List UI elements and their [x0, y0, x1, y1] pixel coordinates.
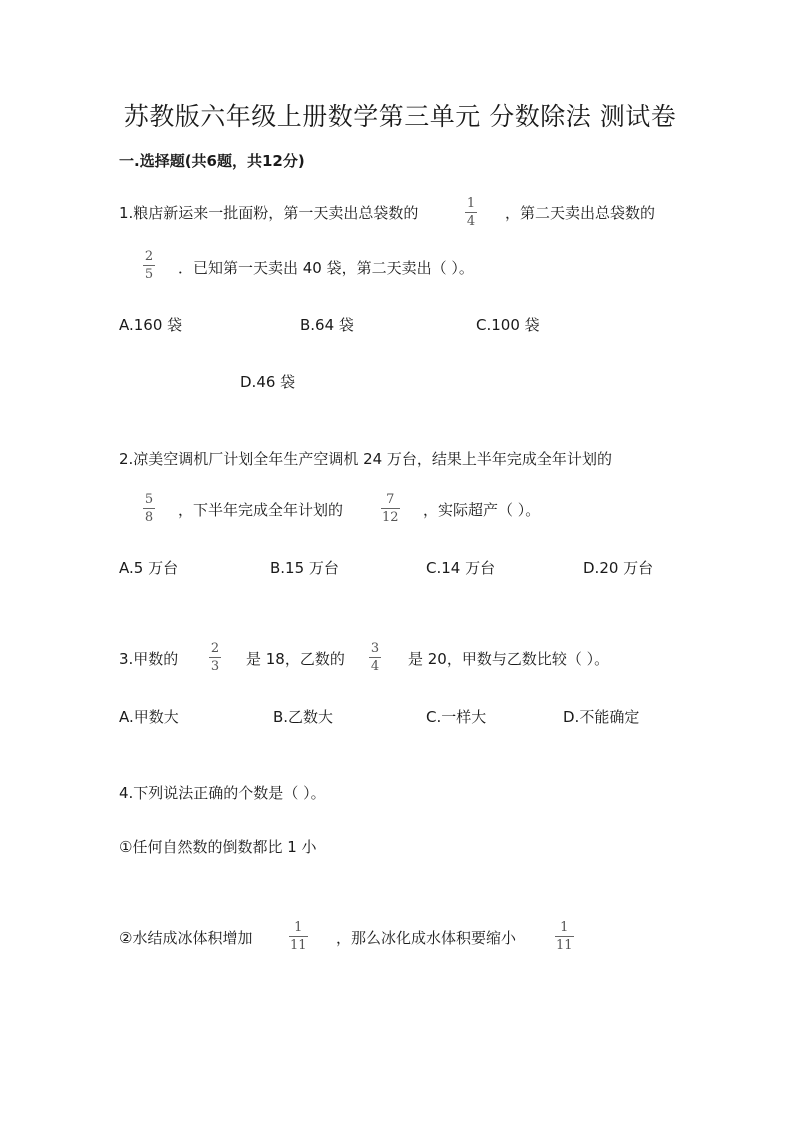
- fraction-bar: [555, 936, 574, 937]
- q1-fraction-1: [465, 196, 477, 229]
- q3-fraction-2: [369, 641, 381, 674]
- q1-fraction-2: [143, 249, 155, 282]
- q4-fraction-1-numerator: 1: [294, 920, 303, 935]
- q1-text-line2: ．已知第一天卖出 40 袋，第二天卖出（ ）。: [178, 259, 474, 277]
- q4-text-line1: 4.下列说法正确的个数是（ ）。: [119, 784, 326, 802]
- section-heading: 一.选择题(共6题，共12分): [119, 152, 305, 170]
- q1-fraction-1-denominator: 4: [466, 214, 476, 229]
- q4-fraction-2-denominator: 11: [556, 938, 573, 953]
- q2-fraction-2-denominator: 12: [382, 510, 399, 525]
- q1-option-b: B.64 袋: [300, 316, 354, 334]
- q1-text-part1: 1.粮店新运来一批面粉，第一天卖出总袋数的: [119, 204, 419, 222]
- q1-fraction-2-denominator: 5: [144, 267, 154, 282]
- q2-fraction-1-numerator: 5: [144, 492, 154, 507]
- q3-fraction-2-denominator: 4: [370, 659, 380, 674]
- q3-option-c: C.一样大: [426, 708, 487, 726]
- q1-fraction-1-numerator: 1: [466, 196, 476, 211]
- q4-statement-1: ①任何自然数的倒数都比 1 小: [119, 838, 317, 856]
- q2-text-line1: 2.凉美空调机厂计划全年生产空调机 24 万台，结果上半年完成全年计划的: [119, 450, 612, 468]
- q2-option-a: A.5 万台: [119, 559, 179, 577]
- q2-option-b: B.15 万台: [270, 559, 339, 577]
- q4-statement-2-part2: ，那么冰化成水体积要缩小: [336, 929, 517, 947]
- q2-fraction-2-numerator: 7: [386, 492, 395, 507]
- fraction-bar: [369, 657, 381, 658]
- q2-option-d: D.20 万台: [583, 559, 654, 577]
- q3-option-d: D.不能确定: [563, 708, 640, 726]
- q2-fraction-1-denominator: 8: [144, 510, 154, 525]
- q3-text-part1: 3.甲数的: [119, 650, 179, 668]
- q3-text-part2: 是 18，乙数的: [246, 650, 345, 668]
- q2-fraction-1: [143, 492, 155, 525]
- fraction-bar: [143, 508, 155, 509]
- q3-option-a: A.甲数大: [119, 708, 179, 726]
- fraction-bar: [209, 657, 221, 658]
- q2-text-part3: ，实际超产（ ）。: [423, 501, 541, 519]
- fraction-bar: [289, 936, 308, 937]
- q3-fraction-2-numerator: 3: [370, 641, 380, 656]
- q4-fraction-1-denominator: 11: [290, 938, 307, 953]
- fraction-bar: [381, 508, 400, 509]
- fraction-bar: [465, 212, 477, 213]
- q3-text-part3: 是 20，甲数与乙数比较（ ）。: [408, 650, 610, 668]
- q3-fraction-1-numerator: 2: [210, 641, 220, 656]
- q3-option-b: B.乙数大: [273, 708, 334, 726]
- q2-option-c: C.14 万台: [426, 559, 496, 577]
- fraction-bar: [143, 265, 155, 266]
- q1-option-a: A.160 袋: [119, 316, 183, 334]
- q1-option-d: D.46 袋: [240, 373, 296, 391]
- q1-option-c: C.100 袋: [476, 316, 540, 334]
- q1-fraction-2-numerator: 2: [144, 249, 154, 264]
- q4-fraction-2: [555, 920, 574, 953]
- q2-text-part2: ，下半年完成全年计划的: [178, 501, 344, 519]
- page-title: 苏教版六年级上册数学第三单元 分数除法 测试卷: [123, 102, 677, 131]
- q4-fraction-2-numerator: 1: [560, 920, 569, 935]
- q2-fraction-2: [381, 492, 400, 525]
- q1-text-part2: ，第二天卖出总袋数的: [505, 204, 656, 222]
- q4-fraction-1: [289, 920, 308, 953]
- q3-fraction-1-denominator: 3: [210, 659, 220, 674]
- q4-statement-2-part1: ②水结成冰体积增加: [119, 929, 253, 947]
- q3-fraction-1: [209, 641, 221, 674]
